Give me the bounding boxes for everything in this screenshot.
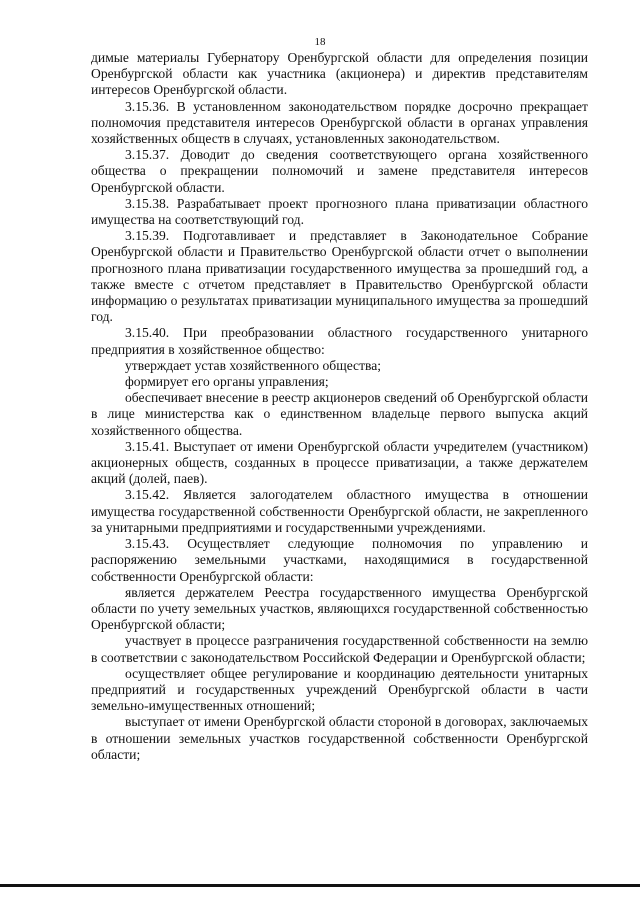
paragraph-3-15-39: 3.15.39. Подготавливает и представляет в Законодательное Собрание Оренбургской области и Правительство Оренбургской области отчет о выполнении прогнозного плана приватизации государственного имущества за прошедший год, а также вместе с отчетом представляет в Правительство Оренбургской области информацию о результатах приватизации муниципального имущества за прошедший год. [91, 228, 588, 325]
page-number: 18 [314, 36, 326, 48]
paragraph-3-15-36: 3.15.36. В установленном законодательством порядке досрочно прекращает полномочия представителя интересов Оренбургской области в органах управления хозяйственных обществ в случаях, установленных законодательством. [91, 98, 588, 147]
list-item: осуществляет общее регулирование и координацию деятельности унитарных предприятий и государственных учреждений Оренбургской области в части земельно-имущественных отношений; [91, 665, 588, 714]
list-item: участвует в процессе разграничения государственной собственности на землю в соответствии с законодательством Российской Федерации и Оренбургской области; [91, 633, 588, 665]
list-item: утверждает устав хозяйственного общества; [125, 357, 382, 373]
paragraph-3-15-43: 3.15.43. Осуществляет следующие полномочия по управлению и распоряжению земельными участками, находящимися в государственной собственности Оренбургской области: [91, 536, 588, 584]
paragraph-3-15-42: 3.15.42. Является залогодателем областного имущества в отношении имущества государственной собственности Оренбургской области, не закрепленного за унитарными предприятиями и государственными учреждениями. [91, 487, 588, 535]
list-item: обеспечивает внесение в реестр акционеров сведений об Оренбургской области в лице министерства как о единственном владельце первого выпуска акций хозяйственного общества. [91, 390, 588, 438]
bottom-border-line [0, 884, 640, 887]
paragraph-3-15-40: 3.15.40. При преобразовании областного государственного унитарного предприятия в хозяйственное общество: [91, 325, 588, 357]
list-item: формирует его органы управления; [125, 374, 329, 390]
paragraph-3-15-38: 3.15.38. Разрабатывает проект прогнозного плана приватизации областного имущества на соответствующий год. [91, 195, 588, 228]
list-item: выступает от имени Оренбургской области стороной в договорах, заключаемых в отношении земельных участков государственной собственности Оренбургской области; [91, 714, 588, 762]
paragraph-3-15-41: 3.15.41. Выступает от имени Оренбургской области учредителем (участником) акционерных обществ, созданных в процессе приватизации, а также держателем акций (долей, паев). [91, 438, 588, 487]
paragraph-continuation: димые материалы Губернатору Оренбургской области для определения позиции Оренбургской области как участника (акционера) и директив представителям интересов Оренбургской области. [91, 50, 588, 98]
list-item: является держателем Реестра государственного имущества Оренбургской области по учету земельных участков, являющихся государственной собственностью Оренбургской области; [91, 584, 588, 633]
document-body [91, 50, 588, 763]
paragraph-3-15-37: 3.15.37. Доводит до сведения соответствующего органа хозяйственного общества о прекращении полномочий и замене представителя интересов Оренбургской области. [91, 147, 588, 195]
